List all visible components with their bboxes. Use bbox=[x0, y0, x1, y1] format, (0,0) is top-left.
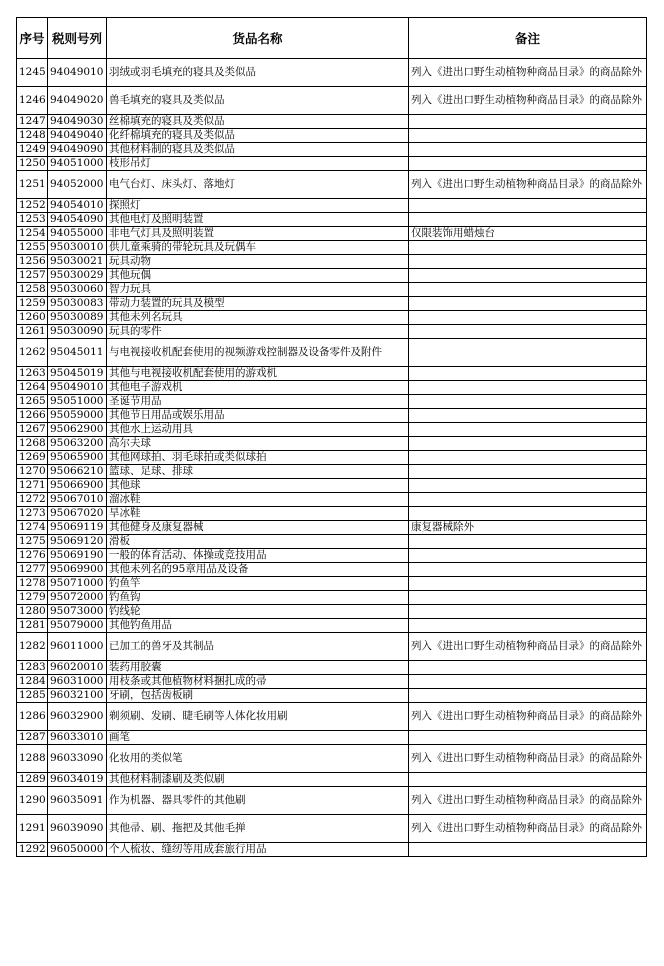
table-row bbox=[17, 213, 647, 227]
cell-serial-number: 1255 bbox=[17, 241, 48, 255]
table-row bbox=[17, 59, 647, 87]
table-row bbox=[17, 227, 647, 241]
cell-serial-number: 1257 bbox=[17, 269, 48, 283]
table-row bbox=[17, 703, 647, 731]
cell-tariff-code: 94049020 bbox=[48, 87, 107, 115]
cell-tariff-code: 95063200 bbox=[48, 437, 107, 451]
cell-remarks bbox=[409, 479, 647, 493]
cell-goods-name: 其他材料制的寝具及类似品 bbox=[107, 143, 409, 157]
cell-goods-name: 兽毛填充的寝具及类似品 bbox=[107, 87, 409, 115]
cell-serial-number: 1279 bbox=[17, 591, 48, 605]
cell-tariff-code: 96050000 bbox=[48, 843, 107, 857]
header-row bbox=[17, 18, 647, 59]
cell-serial-number: 1250 bbox=[17, 157, 48, 171]
table-row bbox=[17, 269, 647, 283]
cell-goods-name: 装药用胶囊 bbox=[107, 661, 409, 675]
cell-tariff-code: 95051000 bbox=[48, 395, 107, 409]
cell-tariff-code: 95030029 bbox=[48, 269, 107, 283]
cell-goods-name: 其他玩偶 bbox=[107, 269, 409, 283]
cell-tariff-code: 95066210 bbox=[48, 465, 107, 479]
table-row bbox=[17, 535, 647, 549]
cell-remarks bbox=[409, 339, 647, 367]
cell-goods-name: 供儿童乘骑的带轮玩具及玩偶车 bbox=[107, 241, 409, 255]
table-row bbox=[17, 815, 647, 843]
cell-remarks bbox=[409, 535, 647, 549]
table-row bbox=[17, 787, 647, 815]
table-row bbox=[17, 661, 647, 675]
cell-goods-name: 枝形吊灯 bbox=[107, 157, 409, 171]
cell-goods-name: 其他钓鱼用品 bbox=[107, 619, 409, 633]
cell-serial-number: 1282 bbox=[17, 633, 48, 661]
cell-tariff-code: 95072000 bbox=[48, 591, 107, 605]
cell-serial-number: 1268 bbox=[17, 437, 48, 451]
cell-tariff-code: 95071000 bbox=[48, 577, 107, 591]
cell-tariff-code: 94051000 bbox=[48, 157, 107, 171]
cell-remarks bbox=[409, 661, 647, 675]
cell-serial-number: 1275 bbox=[17, 535, 48, 549]
cell-tariff-code: 95049010 bbox=[48, 381, 107, 395]
cell-serial-number: 1292 bbox=[17, 843, 48, 857]
cell-serial-number: 1286 bbox=[17, 703, 48, 731]
cell-remarks bbox=[409, 283, 647, 297]
cell-serial-number: 1259 bbox=[17, 297, 48, 311]
cell-goods-name: 圣诞节用品 bbox=[107, 395, 409, 409]
cell-serial-number: 1252 bbox=[17, 199, 48, 213]
table-row bbox=[17, 283, 647, 297]
table-row bbox=[17, 675, 647, 689]
table-row bbox=[17, 255, 647, 269]
table-row bbox=[17, 451, 647, 465]
table-row bbox=[17, 605, 647, 619]
cell-remarks bbox=[409, 423, 647, 437]
table-row bbox=[17, 633, 647, 661]
table-row bbox=[17, 367, 647, 381]
cell-serial-number: 1274 bbox=[17, 521, 48, 535]
cell-tariff-code: 94049090 bbox=[48, 143, 107, 157]
cell-remarks: 列入《进出口野生动植物种商品目录》的商品除外 bbox=[409, 815, 647, 843]
cell-serial-number: 1271 bbox=[17, 479, 48, 493]
cell-serial-number: 1265 bbox=[17, 395, 48, 409]
cell-goods-name: 其他水上运动用具 bbox=[107, 423, 409, 437]
cell-goods-name: 其他材料制漆刷及类似刷 bbox=[107, 773, 409, 787]
cell-tariff-code: 95030090 bbox=[48, 325, 107, 339]
cell-goods-name: 用枝条或其他植物材料捆扎成的帚 bbox=[107, 675, 409, 689]
cell-goods-name: 丝棉填充的寝具及类似品 bbox=[107, 115, 409, 129]
cell-goods-name: 电气台灯、床头灯、落地灯 bbox=[107, 171, 409, 199]
cell-remarks bbox=[409, 213, 647, 227]
cell-remarks bbox=[409, 689, 647, 703]
cell-goods-name: 其他球 bbox=[107, 479, 409, 493]
cell-remarks bbox=[409, 143, 647, 157]
header-remarks: 备注 bbox=[409, 18, 647, 59]
cell-tariff-code: 95066900 bbox=[48, 479, 107, 493]
cell-serial-number: 1249 bbox=[17, 143, 48, 157]
table-row bbox=[17, 493, 647, 507]
cell-remarks bbox=[409, 773, 647, 787]
cell-tariff-code: 95030089 bbox=[48, 311, 107, 325]
cell-tariff-code: 95069900 bbox=[48, 563, 107, 577]
table-row bbox=[17, 129, 647, 143]
table-row bbox=[17, 115, 647, 129]
cell-goods-name: 剃须刷、发刷、睫毛刷等人体化妆用刷 bbox=[107, 703, 409, 731]
cell-remarks bbox=[409, 591, 647, 605]
table-row bbox=[17, 591, 647, 605]
header-goods-name: 货品名称 bbox=[107, 18, 409, 59]
table-row bbox=[17, 311, 647, 325]
cell-remarks bbox=[409, 563, 647, 577]
cell-goods-name: 旱冰鞋 bbox=[107, 507, 409, 521]
table-row bbox=[17, 465, 647, 479]
cell-goods-name: 玩具的零件 bbox=[107, 325, 409, 339]
cell-remarks: 列入《进出口野生动植物种商品目录》的商品除外 bbox=[409, 787, 647, 815]
cell-serial-number: 1288 bbox=[17, 745, 48, 773]
cell-tariff-code: 94049040 bbox=[48, 129, 107, 143]
cell-serial-number: 1289 bbox=[17, 773, 48, 787]
table-row bbox=[17, 409, 647, 423]
cell-goods-name: 其他节日用品或娱乐用品 bbox=[107, 409, 409, 423]
cell-remarks bbox=[409, 465, 647, 479]
cell-tariff-code: 95073000 bbox=[48, 605, 107, 619]
cell-tariff-code: 95067020 bbox=[48, 507, 107, 521]
cell-serial-number: 1256 bbox=[17, 255, 48, 269]
table-row bbox=[17, 507, 647, 521]
cell-goods-name: 其他健身及康复器械 bbox=[107, 521, 409, 535]
cell-remarks bbox=[409, 731, 647, 745]
cell-serial-number: 1264 bbox=[17, 381, 48, 395]
cell-serial-number: 1284 bbox=[17, 675, 48, 689]
cell-remarks bbox=[409, 269, 647, 283]
cell-remarks bbox=[409, 493, 647, 507]
cell-tariff-code: 95069119 bbox=[48, 521, 107, 535]
cell-serial-number: 1278 bbox=[17, 577, 48, 591]
cell-goods-name: 非电气灯具及照明装置 bbox=[107, 227, 409, 241]
cell-remarks bbox=[409, 619, 647, 633]
cell-remarks bbox=[409, 311, 647, 325]
cell-tariff-code: 95030083 bbox=[48, 297, 107, 311]
cell-tariff-code: 96032900 bbox=[48, 703, 107, 731]
cell-tariff-code: 95062900 bbox=[48, 423, 107, 437]
cell-serial-number: 1276 bbox=[17, 549, 48, 563]
cell-serial-number: 1267 bbox=[17, 423, 48, 437]
table-row bbox=[17, 157, 647, 171]
cell-goods-name: 一般的体育活动、体操或竞技用品 bbox=[107, 549, 409, 563]
table-row bbox=[17, 437, 647, 451]
table-row bbox=[17, 325, 647, 339]
cell-tariff-code: 95030021 bbox=[48, 255, 107, 269]
header-tariff-code: 税则号列 bbox=[48, 18, 107, 59]
table-row bbox=[17, 521, 647, 535]
cell-tariff-code: 95045019 bbox=[48, 367, 107, 381]
cell-goods-name: 已加工的兽牙及其制品 bbox=[107, 633, 409, 661]
table-row bbox=[17, 689, 647, 703]
cell-goods-name: 其他未列名玩具 bbox=[107, 311, 409, 325]
cell-remarks: 列入《进出口野生动植物种商品目录》的商品除外 bbox=[409, 59, 647, 87]
cell-remarks: 列入《进出口野生动植物种商品目录》的商品除外 bbox=[409, 87, 647, 115]
cell-remarks: 列入《进出口野生动植物种商品目录》的商品除外 bbox=[409, 171, 647, 199]
cell-goods-name: 钓鱼钩 bbox=[107, 591, 409, 605]
table-row bbox=[17, 731, 647, 745]
cell-tariff-code: 96034019 bbox=[48, 773, 107, 787]
cell-tariff-code: 94049030 bbox=[48, 115, 107, 129]
cell-remarks: 列入《进出口野生动植物种商品目录》的商品除外 bbox=[409, 633, 647, 661]
cell-serial-number: 1285 bbox=[17, 689, 48, 703]
cell-remarks bbox=[409, 129, 647, 143]
cell-serial-number: 1290 bbox=[17, 787, 48, 815]
cell-tariff-code: 95065900 bbox=[48, 451, 107, 465]
cell-tariff-code: 94049010 bbox=[48, 59, 107, 87]
cell-remarks bbox=[409, 451, 647, 465]
cell-serial-number: 1258 bbox=[17, 283, 48, 297]
cell-serial-number: 1247 bbox=[17, 115, 48, 129]
table-row bbox=[17, 563, 647, 577]
cell-remarks: 列入《进出口野生动植物种商品目录》的商品除外 bbox=[409, 745, 647, 773]
cell-goods-name: 其他帚、刷、拖把及其他毛掸 bbox=[107, 815, 409, 843]
cell-remarks: 仅限装饰用蜡烛台 bbox=[409, 227, 647, 241]
cell-remarks bbox=[409, 115, 647, 129]
goods-table bbox=[16, 17, 647, 857]
cell-tariff-code: 96035091 bbox=[48, 787, 107, 815]
cell-tariff-code: 94052000 bbox=[48, 171, 107, 199]
cell-serial-number: 1260 bbox=[17, 311, 48, 325]
cell-remarks bbox=[409, 367, 647, 381]
table-row bbox=[17, 843, 647, 857]
cell-goods-name: 钓线轮 bbox=[107, 605, 409, 619]
cell-serial-number: 1273 bbox=[17, 507, 48, 521]
cell-tariff-code: 95069190 bbox=[48, 549, 107, 563]
cell-goods-name: 羽绒或羽毛填充的寝具及类似品 bbox=[107, 59, 409, 87]
table-body bbox=[17, 59, 647, 857]
cell-tariff-code: 95059000 bbox=[48, 409, 107, 423]
cell-goods-name: 其他未列名的95章用品及设备 bbox=[107, 563, 409, 577]
table-row bbox=[17, 339, 647, 367]
cell-remarks bbox=[409, 409, 647, 423]
table-row bbox=[17, 241, 647, 255]
cell-tariff-code: 94054090 bbox=[48, 213, 107, 227]
cell-serial-number: 1269 bbox=[17, 451, 48, 465]
cell-tariff-code: 94054010 bbox=[48, 199, 107, 213]
cell-serial-number: 1272 bbox=[17, 493, 48, 507]
table-row bbox=[17, 423, 647, 437]
table-row bbox=[17, 87, 647, 115]
cell-serial-number: 1245 bbox=[17, 59, 48, 87]
cell-serial-number: 1254 bbox=[17, 227, 48, 241]
cell-goods-name: 化妆用的类似笔 bbox=[107, 745, 409, 773]
cell-tariff-code: 95030010 bbox=[48, 241, 107, 255]
cell-serial-number: 1291 bbox=[17, 815, 48, 843]
cell-remarks: 康复器械除外 bbox=[409, 521, 647, 535]
cell-remarks bbox=[409, 395, 647, 409]
cell-goods-name: 牙刷，包括齿板刷 bbox=[107, 689, 409, 703]
cell-remarks: 列入《进出口野生动植物种商品目录》的商品除外 bbox=[409, 703, 647, 731]
cell-remarks bbox=[409, 507, 647, 521]
cell-goods-name: 探照灯 bbox=[107, 199, 409, 213]
cell-goods-name: 高尔夫球 bbox=[107, 437, 409, 451]
table-row bbox=[17, 549, 647, 563]
cell-remarks bbox=[409, 437, 647, 451]
cell-tariff-code: 95045011 bbox=[48, 339, 107, 367]
cell-tariff-code: 96031000 bbox=[48, 675, 107, 689]
cell-remarks bbox=[409, 199, 647, 213]
cell-goods-name: 智力玩具 bbox=[107, 283, 409, 297]
cell-serial-number: 1266 bbox=[17, 409, 48, 423]
cell-goods-name: 作为机器、器具零件的其他刷 bbox=[107, 787, 409, 815]
cell-remarks bbox=[409, 325, 647, 339]
cell-serial-number: 1248 bbox=[17, 129, 48, 143]
table-row bbox=[17, 619, 647, 633]
header-serial-number: 序号 bbox=[17, 18, 48, 59]
cell-serial-number: 1251 bbox=[17, 171, 48, 199]
cell-tariff-code: 96032100 bbox=[48, 689, 107, 703]
cell-remarks bbox=[409, 605, 647, 619]
cell-remarks bbox=[409, 675, 647, 689]
cell-remarks bbox=[409, 381, 647, 395]
cell-goods-name: 溜冰鞋 bbox=[107, 493, 409, 507]
cell-serial-number: 1287 bbox=[17, 731, 48, 745]
cell-tariff-code: 95030060 bbox=[48, 283, 107, 297]
cell-serial-number: 1246 bbox=[17, 87, 48, 115]
cell-remarks bbox=[409, 297, 647, 311]
cell-tariff-code: 96011000 bbox=[48, 633, 107, 661]
cell-tariff-code: 95069120 bbox=[48, 535, 107, 549]
table-row bbox=[17, 297, 647, 311]
cell-tariff-code: 96039090 bbox=[48, 815, 107, 843]
cell-serial-number: 1283 bbox=[17, 661, 48, 675]
table-row bbox=[17, 381, 647, 395]
table-row bbox=[17, 199, 647, 213]
cell-goods-name: 篮球、足球、排球 bbox=[107, 465, 409, 479]
cell-serial-number: 1261 bbox=[17, 325, 48, 339]
cell-serial-number: 1281 bbox=[17, 619, 48, 633]
table-row bbox=[17, 395, 647, 409]
cell-tariff-code: 96033010 bbox=[48, 731, 107, 745]
cell-goods-name: 其他电子游戏机 bbox=[107, 381, 409, 395]
cell-goods-name: 滑板 bbox=[107, 535, 409, 549]
cell-serial-number: 1262 bbox=[17, 339, 48, 367]
table-row bbox=[17, 745, 647, 773]
table-row bbox=[17, 143, 647, 157]
cell-tariff-code: 96020010 bbox=[48, 661, 107, 675]
table-row bbox=[17, 773, 647, 787]
table-row bbox=[17, 171, 647, 199]
cell-goods-name: 带动力装置的玩具及模型 bbox=[107, 297, 409, 311]
cell-tariff-code: 95079000 bbox=[48, 619, 107, 633]
cell-serial-number: 1263 bbox=[17, 367, 48, 381]
cell-remarks bbox=[409, 255, 647, 269]
cell-remarks bbox=[409, 577, 647, 591]
cell-remarks bbox=[409, 241, 647, 255]
cell-goods-name: 与电视接收机配套使用的视频游戏控制器及设备零件及附件 bbox=[107, 339, 409, 367]
cell-remarks bbox=[409, 549, 647, 563]
cell-goods-name: 化纤棉填充的寝具及类似品 bbox=[107, 129, 409, 143]
cell-remarks bbox=[409, 157, 647, 171]
cell-serial-number: 1253 bbox=[17, 213, 48, 227]
cell-serial-number: 1280 bbox=[17, 605, 48, 619]
cell-goods-name: 其他网球拍、羽毛球拍或类似球拍 bbox=[107, 451, 409, 465]
cell-tariff-code: 95067010 bbox=[48, 493, 107, 507]
cell-goods-name: 个人梳妆、缝纫等用成套旅行用品 bbox=[107, 843, 409, 857]
cell-goods-name: 其他与电视接收机配套使用的游戏机 bbox=[107, 367, 409, 381]
cell-goods-name: 画笔 bbox=[107, 731, 409, 745]
table-row bbox=[17, 577, 647, 591]
table-row bbox=[17, 479, 647, 493]
cell-tariff-code: 94055000 bbox=[48, 227, 107, 241]
cell-serial-number: 1270 bbox=[17, 465, 48, 479]
cell-remarks bbox=[409, 843, 647, 857]
cell-goods-name: 钓鱼竿 bbox=[107, 577, 409, 591]
cell-goods-name: 其他电灯及照明装置 bbox=[107, 213, 409, 227]
cell-tariff-code: 96033090 bbox=[48, 745, 107, 773]
cell-goods-name: 玩具动物 bbox=[107, 255, 409, 269]
cell-serial-number: 1277 bbox=[17, 563, 48, 577]
